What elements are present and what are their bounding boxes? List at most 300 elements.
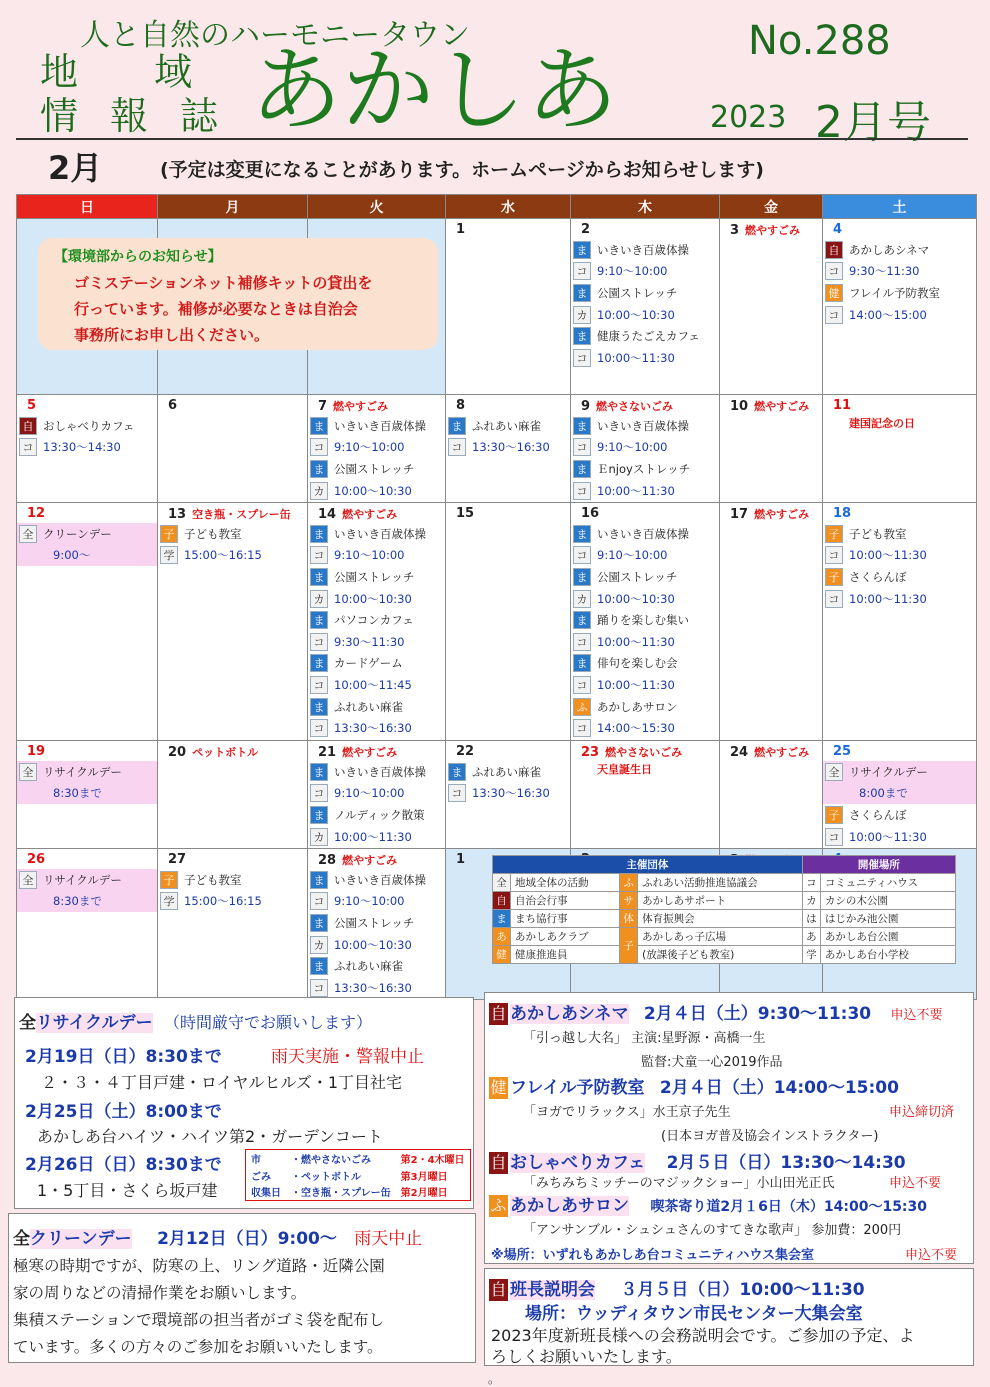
event-detail: 「アンサンブル・シュシュさんのすてきな歌声」 参加費：200円 (523, 1223, 902, 1238)
event-time: 10:00～10:30 (334, 937, 412, 952)
weekday-1: 月 (158, 195, 308, 219)
day-number: 24 燃やすごみ (730, 745, 810, 760)
day-number: 9 燃やさないごみ (581, 399, 674, 414)
legend-icon: 健 (493, 946, 511, 964)
header-subtitle: 人と自然のハーモニータウン (80, 18, 470, 53)
event-name: あかしあサロン (597, 699, 678, 714)
event-tag: コ (310, 633, 328, 651)
event-tag: コ (825, 590, 843, 608)
legend-label: コミュニティハウス (820, 874, 955, 892)
event-time: 15:00～16:15 (184, 548, 262, 563)
legend-icon: 全 (493, 874, 511, 892)
event-time: 10:00～11:30 (849, 548, 927, 563)
event-row (308, 804, 445, 826)
event-tag: ま (310, 806, 328, 824)
recycle-date-2: 2月25日（土）8:00まで (25, 1102, 222, 1122)
legend-icon: は (802, 910, 820, 928)
event-name: リサイクルデー (43, 872, 122, 887)
event-name: いきいき百歳体操 (597, 242, 689, 257)
event-tag: ま (310, 611, 328, 629)
event-tag: ま (310, 763, 328, 781)
issue-month: 2月号 (815, 97, 931, 148)
event-row (571, 437, 719, 459)
event-tag: 学 (160, 546, 178, 564)
day-cell (571, 503, 720, 741)
event-row (823, 566, 976, 588)
event-tag: カ (573, 306, 591, 324)
event-time: 9:10～10:00 (334, 548, 405, 563)
clean-date: 2月12日（日）9:00～ (157, 1229, 337, 1249)
event-time: 14:00～15:30 (597, 721, 675, 736)
month-label: 2月 (48, 149, 103, 187)
event-time: 13:30～14:30 (43, 440, 121, 455)
day-cell (720, 503, 823, 741)
event-name: ふれあい麻雀 (472, 418, 541, 433)
day-cell (17, 503, 158, 741)
garbage-label: ペットボトル (192, 746, 259, 759)
event-row (308, 415, 445, 437)
legend-icon: あ (802, 928, 820, 946)
event-row (308, 696, 445, 718)
legend-icon: 体 (620, 910, 638, 928)
day-cell (158, 849, 308, 1000)
event-time: 9:10～10:00 (597, 264, 668, 279)
clean-line: 極寒の時期ですが、防寒の上、リング道路・近隣公園 (13, 1257, 385, 1275)
clean-title: クリーンデー (30, 1229, 132, 1249)
day-cell (158, 503, 308, 741)
event-row (308, 934, 445, 956)
event-row (571, 239, 719, 261)
garbage-label: 燃やすごみ (745, 224, 801, 237)
event-time: 10:00～11:30 (334, 829, 412, 844)
event-row (17, 415, 157, 437)
event-tag: コ (573, 633, 591, 651)
day-number: 13 空き瓶・スプレー缶 (168, 507, 291, 522)
event-row (823, 304, 976, 326)
event-tag: ま (573, 611, 591, 629)
event-detail: 監督:犬童一心2019作品 (641, 1055, 783, 1070)
event-name: いきいき百歳体操 (334, 418, 426, 433)
weekday-0: 日 (17, 195, 158, 219)
meeting-box (484, 1268, 974, 1366)
event-tag: ま (310, 698, 328, 716)
event-time: 9:10～10:00 (597, 548, 668, 563)
day-cell (446, 219, 571, 395)
event-tag: コ (573, 719, 591, 737)
event-tag: コ (310, 546, 328, 564)
event-tag: ま (573, 241, 591, 259)
event-name: 公園ストレッチ (334, 461, 415, 476)
day-cell (308, 849, 446, 1000)
clean-tag: 全 (13, 1229, 30, 1249)
event-row (446, 415, 570, 437)
garbage-label: 燃やすごみ (754, 746, 810, 759)
event-tag: ま (310, 460, 328, 478)
event-tag: カ (310, 828, 328, 846)
event-row (571, 717, 719, 739)
notice-line: 事務所にお申し出ください。 (74, 326, 270, 344)
recycle-tag: 全 (19, 1013, 36, 1033)
garbage-cell: 収集日 (251, 1188, 281, 1200)
event-name: クリーンデー (43, 526, 112, 541)
event-name: 子ども教室 (184, 526, 242, 541)
event-row (823, 239, 976, 261)
legend-label: 自治会行事 (511, 892, 620, 910)
notice-line: ゴミステーションネット補修キットの貸出を (74, 274, 373, 292)
event-row (158, 545, 307, 567)
event-detail: (日本ヨガ普及協会インストラクター) (661, 1129, 879, 1144)
day-cell (571, 741, 720, 849)
legend-label: あかしあサポート (638, 892, 803, 910)
day-number: 1 (456, 222, 466, 237)
event-tag: 自 (490, 1004, 507, 1023)
event-time: 10:00～11:30 (597, 350, 675, 365)
holiday-label: 天皇誕生日 (597, 763, 652, 776)
event-row (823, 804, 976, 826)
event-name: ノルディック散策 (334, 807, 425, 822)
clean-rain-note: 雨天中止 (354, 1229, 423, 1249)
event-row (823, 761, 976, 783)
event-name: フレイル予防教室 (849, 285, 940, 300)
notice-heading: 【環境部からのお知らせ】 (54, 249, 222, 265)
legend-label: カシの木公園 (820, 892, 955, 910)
garbage-label: 燃やすごみ (754, 400, 810, 413)
weekday-3: 水 (446, 195, 571, 219)
event-tag: ま (573, 327, 591, 345)
event-name: パソコンカフェ (334, 613, 414, 628)
event-name: さくらんぼ (849, 807, 907, 822)
event-tag: コ (573, 349, 591, 367)
day-cell (308, 741, 446, 849)
day-number: 17 燃やすごみ (730, 507, 810, 522)
day-cell (823, 395, 977, 503)
event-row (308, 977, 445, 999)
garbage-cell: 第2月曜日 (400, 1188, 448, 1200)
event-row (308, 523, 445, 545)
event-date: 2月４日（土）9:30～11:30 (643, 1004, 872, 1024)
event-note: 申込締切済 (889, 1105, 955, 1120)
event-time: 9:30～11:30 (334, 634, 405, 649)
legend-label: (放課後子ども教室) (638, 946, 803, 964)
legend-label: あかしあ台小学校 (820, 946, 955, 964)
legend-label: まち協行事 (511, 910, 620, 928)
event-row (571, 282, 719, 304)
event-row (308, 609, 445, 631)
legend-icon: カ (802, 892, 820, 910)
notice-line: 行っています。補修が必要なときは自治会 (74, 300, 358, 318)
day-cell (17, 395, 158, 503)
event-tag: コ (448, 784, 466, 802)
event-time: 8:00まで (859, 786, 908, 801)
event-row (308, 631, 445, 653)
event-row (571, 304, 719, 326)
event-row (446, 761, 570, 783)
event-title: あかしあシネマ (510, 1004, 629, 1024)
weekday-header (17, 195, 977, 219)
event-time: 10:00～10:30 (334, 591, 412, 606)
meeting-title: 班長説明会 (510, 1280, 595, 1300)
header-label-2: 情報誌 (40, 94, 251, 138)
legend-icon: サ (620, 892, 638, 910)
environment-notice (38, 238, 438, 350)
event-row (571, 480, 719, 502)
event-tag: ま (310, 568, 328, 586)
event-row (823, 545, 976, 567)
garbage-cell: 第3月曜日 (400, 1171, 448, 1183)
event-tag: コ (825, 828, 843, 846)
event-note: 申込不要 (890, 1008, 943, 1023)
day-cell (571, 395, 720, 503)
event-tag: 自 (19, 417, 37, 435)
garbage-label: 空き瓶・スプレー缶 (192, 508, 291, 521)
schedule-note: (予定は変更になることがあります。ホームページからお知らせします) (160, 159, 764, 181)
day-cell (823, 503, 977, 741)
event-tag: 学 (160, 892, 178, 910)
event-row (17, 437, 157, 459)
recycle-title: リサイクルデー (36, 1013, 153, 1033)
event-row (823, 826, 976, 848)
footer-mark: 。 (488, 1372, 501, 1386)
event-tag: 全 (19, 525, 37, 543)
event-tag: 全 (19, 871, 37, 889)
event-row (823, 261, 976, 283)
event-row (571, 415, 719, 437)
weekday-4: 木 (571, 195, 720, 219)
recycle-day-box (14, 997, 474, 1209)
event-row (158, 869, 307, 891)
legend-label: あかしあ台公園 (820, 928, 955, 946)
event-row (446, 437, 570, 459)
event-row (308, 826, 445, 848)
event-tag: 全 (19, 763, 37, 781)
event-name: 公園ストレッチ (597, 285, 678, 300)
day-number: 20 ペットボトル (168, 745, 259, 760)
event-row (17, 523, 157, 545)
day-number: 23 燃やさないごみ (581, 745, 683, 760)
event-detail: 「引っ越し大名」 主演:星野源・高橋一生 (523, 1031, 766, 1046)
clean-line: 集積ステーションで環境部の担当者がゴミ袋を配布し (13, 1311, 385, 1329)
day-cell (17, 849, 158, 1000)
garbage-cell: ごみ (251, 1171, 271, 1183)
event-name: 公園ストレッチ (334, 569, 415, 584)
day-cell (446, 503, 571, 741)
event-tag: ま (573, 525, 591, 543)
event-row (17, 761, 157, 783)
event-tag: コ (825, 546, 843, 564)
event-tag: ま (310, 417, 328, 435)
recycle-note: （時間厳守でお願いします） (164, 1013, 373, 1032)
day-number: 22 (456, 744, 475, 759)
header-label-1: 地 域 (40, 50, 225, 94)
day-number: 3 燃やすごみ (730, 223, 801, 238)
event-row (571, 696, 719, 718)
event-row (308, 869, 445, 891)
garbage-label: 燃やすごみ (333, 400, 389, 413)
event-tag: カ (310, 936, 328, 954)
event-row (571, 545, 719, 567)
event-date: 2月４日（土）14:00～15:00 (659, 1078, 899, 1098)
garbage-label: 燃やすごみ (342, 746, 398, 759)
legend-icon: ふ (620, 874, 638, 892)
event-name: ふれあい麻雀 (334, 699, 403, 714)
legend-heading-venue: 開催場所 (802, 856, 955, 874)
event-tag: コ (310, 784, 328, 802)
day-cell (308, 395, 446, 503)
event-tag: 子 (825, 568, 843, 586)
event-time: 10:00～11:30 (849, 591, 927, 606)
event-row (308, 653, 445, 675)
event-place: ※場所：いずれもあかしあ台コミュニティハウス集会室 (491, 1248, 814, 1263)
garbage-cell: 第2・4木曜日 (400, 1154, 465, 1166)
issue-number: No.288 (748, 18, 891, 64)
event-tag: コ (310, 979, 328, 997)
garbage-label: 燃やすごみ (342, 508, 398, 521)
clean-line: ています。多くの方々のご参加をお願いいたします。 (13, 1338, 383, 1356)
issue-year: 2023 (710, 100, 787, 135)
legend-label: あかしあっ子広場 (638, 928, 803, 946)
event-tag: ふ (573, 698, 591, 716)
event-name: 健康うたごえカフェ (597, 329, 700, 344)
event-time: 10:00～10:30 (334, 483, 412, 498)
event-tag: コ (573, 482, 591, 500)
day-cell (720, 741, 823, 849)
event-time: 9:30～11:30 (849, 264, 920, 279)
weekday-2: 火 (308, 195, 446, 219)
event-time: 13:30～16:30 (334, 721, 412, 736)
event-tag: コ (573, 546, 591, 564)
event-row (823, 523, 976, 545)
event-name: さくらんぼ (849, 569, 907, 584)
event-row (823, 783, 976, 805)
event-row (308, 458, 445, 480)
event-time: 10:00～11:45 (334, 677, 412, 692)
event-tag: コ (573, 262, 591, 280)
day-number: 8 (456, 398, 466, 413)
event-row (308, 891, 445, 913)
event-tag: 子 (160, 525, 178, 543)
garbage-cell: ・空き瓶・スプレー缶 (291, 1188, 391, 1200)
event-row (823, 282, 976, 304)
event-name: ふれあい麻雀 (334, 959, 403, 974)
meeting-tag: 自 (490, 1280, 507, 1299)
event-row (308, 955, 445, 977)
event-tag: ま (573, 417, 591, 435)
legend-label: 健康推進員 (511, 946, 620, 964)
event-tag: 子 (825, 806, 843, 824)
event-tag: ま (573, 654, 591, 672)
legend-label: はじかみ池公園 (820, 910, 955, 928)
holiday-label: 建国記念の日 (849, 417, 915, 430)
day-number: 7 燃やすごみ (318, 399, 389, 414)
day-number: 10 燃やすごみ (730, 399, 810, 414)
event-name: 子ども教室 (184, 872, 242, 887)
event-row (571, 523, 719, 545)
event-tag: コ (310, 676, 328, 694)
event-time: 9:10～10:00 (334, 786, 405, 801)
recycle-date-3: 2月26日（日）8:30まで (25, 1155, 222, 1175)
newsletter-title: あかしあ (250, 37, 619, 144)
day-number: 27 (168, 852, 187, 867)
event-row (308, 717, 445, 739)
day-cell (17, 741, 158, 849)
legend-icon: 学 (802, 946, 820, 964)
garbage-schedule-table (245, 1149, 471, 1201)
event-tag: カ (310, 590, 328, 608)
event-row (571, 261, 719, 283)
event-tag: ま (310, 654, 328, 672)
event-time: 13:30～16:30 (472, 786, 550, 801)
event-note: 申込不要 (889, 1176, 942, 1191)
event-time: 9:10～10:00 (334, 440, 405, 455)
event-name: いきいき百歳体操 (597, 418, 689, 433)
event-tag: ま (448, 763, 466, 781)
event-tag: コ (310, 719, 328, 737)
day-number: 1 (456, 852, 466, 867)
event-name: いきいき百歳体操 (597, 526, 689, 541)
event-row (571, 325, 719, 347)
event-row (308, 783, 445, 805)
legend-label: あかしあクラブ (511, 928, 620, 946)
event-tag: 自 (490, 1153, 507, 1172)
event-tag: 子 (825, 525, 843, 543)
day-number: 16 (581, 506, 600, 521)
event-row (158, 523, 307, 545)
day-number: 26 (27, 852, 46, 867)
event-time: 14:00～15:00 (849, 307, 927, 322)
recycle-area-3: 1・5丁目・さくら坂戸建 (37, 1181, 218, 1200)
event-time: 15:00～16:15 (184, 894, 262, 909)
legend-icon: 自 (493, 892, 511, 910)
event-time: 9:10～10:00 (597, 440, 668, 455)
event-title: あかしあサロン (510, 1196, 629, 1216)
event-row (308, 674, 445, 696)
recycle-area-2: あかしあ台ハイツ・ハイツ第2・ガーデンコート (37, 1127, 383, 1146)
event-time: 10:00～10:30 (597, 307, 675, 322)
event-date: 喫茶寄り道2月１6日（木）14:00～15:30 (650, 1199, 928, 1215)
event-row (308, 761, 445, 783)
event-tag: コ (573, 676, 591, 694)
weekday-6: 土 (823, 195, 977, 219)
legend-icon: あ (493, 928, 511, 946)
event-time: 10:00～11:30 (597, 483, 675, 498)
day-number: 28 燃やすごみ (318, 853, 398, 868)
event-title: おしゃべりカフェ (510, 1153, 646, 1173)
event-name: ふれあい麻雀 (472, 764, 541, 779)
event-time: 10:00～10:30 (597, 591, 675, 606)
event-name: リサイクルデー (849, 764, 928, 779)
garbage-cell: ・ペットボトル (291, 1171, 361, 1183)
legend-icon: コ (802, 874, 820, 892)
event-row (571, 631, 719, 653)
day-cell (571, 219, 720, 395)
event-tag: ま (310, 957, 328, 975)
legend-heading-organizer: 主催団体 (493, 856, 803, 874)
event-time: 8:30まで (53, 786, 102, 801)
event-time: 13:30～16:30 (334, 980, 412, 995)
event-detail: 「みちみちミッチーのマジックショー」小山田光正氏 (523, 1176, 835, 1191)
day-number: 5 (27, 398, 37, 413)
garbage-cell: ・燃やさないごみ (291, 1154, 371, 1166)
event-tag: カ (310, 482, 328, 500)
event-tag: コ (19, 438, 37, 456)
event-row (308, 566, 445, 588)
event-tag: 健 (825, 284, 843, 302)
event-row (17, 891, 157, 913)
recycle-date-1: 2月19日（日）8:30まで (25, 1047, 222, 1067)
event-row (571, 458, 719, 480)
event-tag: コ (448, 438, 466, 456)
event-row (308, 545, 445, 567)
